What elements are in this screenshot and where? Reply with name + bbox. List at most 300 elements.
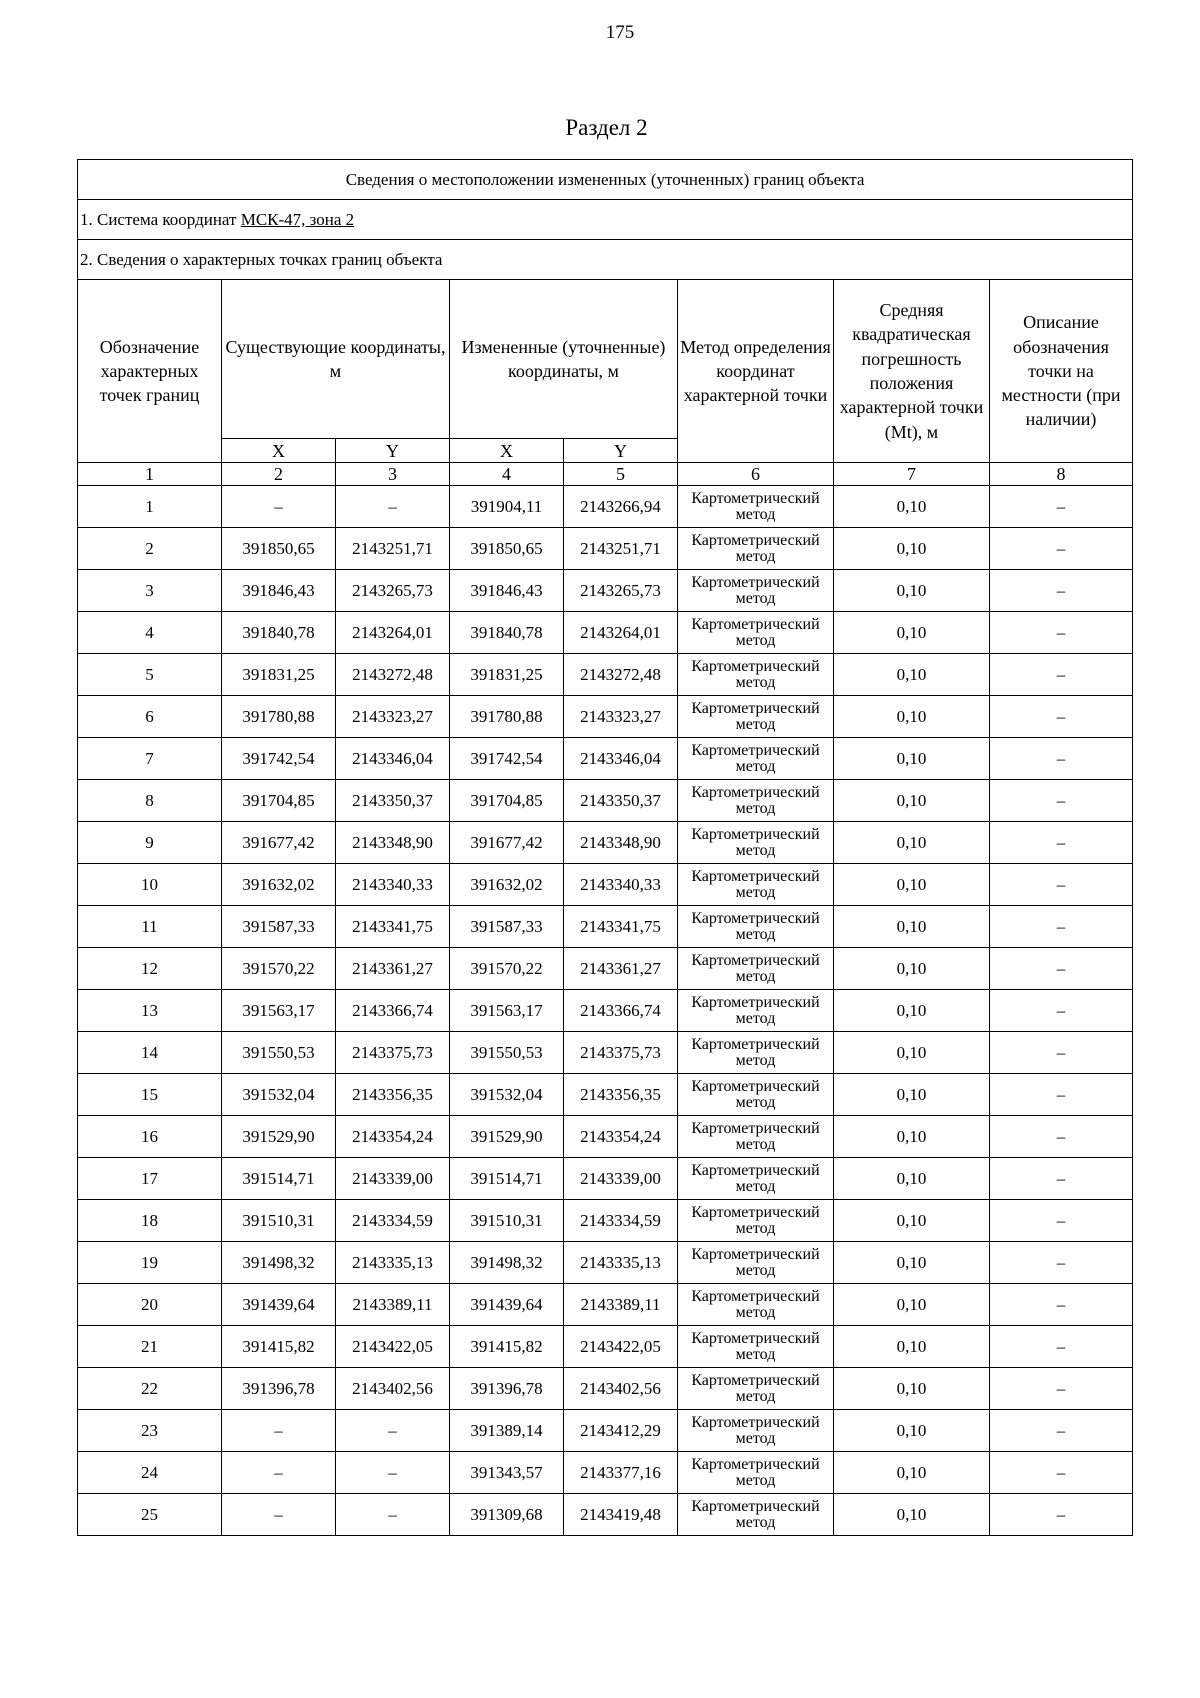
description-cell: – <box>990 1200 1133 1242</box>
point-number-cell: 20 <box>78 1284 222 1326</box>
column-number: 3 <box>336 463 450 486</box>
changed-y-cell: 2143356,35 <box>564 1074 678 1116</box>
existing-y-cell: 2143339,00 <box>336 1158 450 1200</box>
method-cell <box>678 1326 834 1368</box>
method-cell <box>678 822 834 864</box>
description-cell: – <box>990 1494 1133 1536</box>
changed-x-cell: 391563,17 <box>450 990 564 1032</box>
method-line-2: метод <box>735 1303 776 1321</box>
table-row <box>78 780 1133 822</box>
existing-x-cell: 391840,78 <box>222 612 336 654</box>
method-line-2: метод <box>735 799 776 817</box>
existing-x-cell: 391396,78 <box>222 1368 336 1410</box>
table-row <box>78 528 1133 570</box>
existing-x-cell: 391780,88 <box>222 696 336 738</box>
point-number-cell: 7 <box>78 738 222 780</box>
method-line-2: метод <box>735 673 776 691</box>
existing-y-cell: 2143265,73 <box>336 570 450 612</box>
mean-error-cell: 0,10 <box>834 1284 990 1326</box>
method-cell <box>678 570 834 612</box>
header-description: Описание обозначения точки на местности (при наличии) <box>990 280 1133 463</box>
description-cell: – <box>990 1410 1133 1452</box>
existing-y-cell: 2143389,11 <box>336 1284 450 1326</box>
method-line-1: Картометрический <box>691 489 820 507</box>
description-cell: – <box>990 528 1133 570</box>
mean-error-cell: 0,10 <box>834 1074 990 1116</box>
changed-x-cell: 391780,88 <box>450 696 564 738</box>
changed-y-cell: 2143335,13 <box>564 1242 678 1284</box>
point-number-cell: 12 <box>78 948 222 990</box>
existing-y-cell: 2143350,37 <box>336 780 450 822</box>
table-row <box>78 1074 1133 1116</box>
existing-x-cell: 391550,53 <box>222 1032 336 1074</box>
coordinate-system-row <box>78 200 1133 240</box>
existing-y-cell: 2143361,27 <box>336 948 450 990</box>
method-line-1: Картометрический <box>691 573 820 591</box>
column-number: 2 <box>222 463 336 486</box>
method-line-2: метод <box>735 1429 776 1447</box>
points-section-title: 2. Сведения о характерных точках границ объекта <box>78 240 1133 280</box>
point-number-cell: 24 <box>78 1452 222 1494</box>
column-number: 4 <box>450 463 564 486</box>
changed-y-cell: 2143339,00 <box>564 1158 678 1200</box>
changed-y-cell: 2143419,48 <box>564 1494 678 1536</box>
mean-error-cell: 0,10 <box>834 1368 990 1410</box>
point-number-cell: 3 <box>78 570 222 612</box>
boundary-points-table <box>77 159 1133 1536</box>
existing-x-cell: 391439,64 <box>222 1284 336 1326</box>
mean-error-cell: 0,10 <box>834 1410 990 1452</box>
changed-y-cell: 2143346,04 <box>564 738 678 780</box>
method-cell <box>678 1158 834 1200</box>
changed-y-cell: 2143422,05 <box>564 1326 678 1368</box>
existing-x-cell: – <box>222 486 336 528</box>
changed-x-cell: 391846,43 <box>450 570 564 612</box>
description-cell: – <box>990 1452 1133 1494</box>
changed-x-cell: 391550,53 <box>450 1032 564 1074</box>
existing-y-cell: – <box>336 1494 450 1536</box>
existing-y-cell: 2143402,56 <box>336 1368 450 1410</box>
point-number-cell: 4 <box>78 612 222 654</box>
changed-y-cell: 2143350,37 <box>564 780 678 822</box>
existing-x-cell: 391587,33 <box>222 906 336 948</box>
changed-x-cell: 391514,71 <box>450 1158 564 1200</box>
method-cell <box>678 738 834 780</box>
method-line-1: Картометрический <box>691 615 820 633</box>
mean-error-cell: 0,10 <box>834 1326 990 1368</box>
method-line-2: метод <box>735 1135 776 1153</box>
existing-x-cell: 391498,32 <box>222 1242 336 1284</box>
changed-x-cell: 391498,32 <box>450 1242 564 1284</box>
method-line-2: метод <box>735 1261 776 1279</box>
description-cell: – <box>990 612 1133 654</box>
changed-x-cell: 391415,82 <box>450 1326 564 1368</box>
changed-x-cell: 391532,04 <box>450 1074 564 1116</box>
method-line-2: метод <box>735 1219 776 1237</box>
column-number: 7 <box>834 463 990 486</box>
description-cell: – <box>990 780 1133 822</box>
method-cell <box>678 780 834 822</box>
existing-y-cell: 2143366,74 <box>336 990 450 1032</box>
changed-y-cell: 2143264,01 <box>564 612 678 654</box>
method-line-2: метод <box>735 715 776 733</box>
changed-y-cell: 2143334,59 <box>564 1200 678 1242</box>
method-line-2: метод <box>735 1387 776 1405</box>
method-line-2: метод <box>735 505 776 523</box>
changed-y-cell: 2143375,73 <box>564 1032 678 1074</box>
description-cell: – <box>990 738 1133 780</box>
description-cell: – <box>990 486 1133 528</box>
mean-error-cell: 0,10 <box>834 654 990 696</box>
description-cell: – <box>990 1116 1133 1158</box>
method-cell <box>678 1116 834 1158</box>
method-line-2: метод <box>735 1177 776 1195</box>
point-number-cell: 19 <box>78 1242 222 1284</box>
mean-error-cell: 0,10 <box>834 528 990 570</box>
changed-x-cell: 391831,25 <box>450 654 564 696</box>
existing-y-cell: 2143335,13 <box>336 1242 450 1284</box>
changed-x-cell: 391570,22 <box>450 948 564 990</box>
table-title: Сведения о местоположении измененных (уточненных) границ объекта <box>78 160 1133 200</box>
method-line-1: Картометрический <box>691 1245 820 1263</box>
table-row <box>78 1158 1133 1200</box>
method-line-1: Картометрический <box>691 867 820 885</box>
method-cell <box>678 1242 834 1284</box>
header-designation: Обозначение характерных точек границ <box>78 280 222 463</box>
header-existing-coords: Существующие координаты, м <box>222 280 450 439</box>
changed-x-cell: 391309,68 <box>450 1494 564 1536</box>
table-row <box>78 654 1133 696</box>
method-cell <box>678 696 834 738</box>
existing-y-cell: 2143341,75 <box>336 906 450 948</box>
column-number: 5 <box>564 463 678 486</box>
method-line-1: Картометрический <box>691 1287 820 1305</box>
existing-y-cell: – <box>336 486 450 528</box>
method-cell <box>678 906 834 948</box>
mean-error-cell: 0,10 <box>834 570 990 612</box>
header-method: Метод определения координат характерной точки <box>678 280 834 463</box>
method-line-1: Картометрический <box>691 1455 820 1473</box>
changed-y-cell: 2143341,75 <box>564 906 678 948</box>
changed-x-cell: 391529,90 <box>450 1116 564 1158</box>
changed-x-cell: 391850,65 <box>450 528 564 570</box>
point-number-cell: 1 <box>78 486 222 528</box>
method-line-2: метод <box>735 547 776 565</box>
method-cell <box>678 1410 834 1452</box>
column-number: 1 <box>78 463 222 486</box>
existing-x-cell: – <box>222 1452 336 1494</box>
point-number-cell: 13 <box>78 990 222 1032</box>
method-line-2: метод <box>735 631 776 649</box>
method-cell <box>678 1368 834 1410</box>
method-cell <box>678 1452 834 1494</box>
method-line-2: метод <box>735 589 776 607</box>
description-cell: – <box>990 1284 1133 1326</box>
changed-y-cell: 2143340,33 <box>564 864 678 906</box>
header-mean-error: Средняя квадратическая погрешность положения характерной точки (Мt), м <box>834 280 990 463</box>
table-row <box>78 864 1133 906</box>
description-cell: – <box>990 990 1133 1032</box>
existing-y-cell: 2143348,90 <box>336 822 450 864</box>
changed-y-cell: 2143323,27 <box>564 696 678 738</box>
point-number-cell: 15 <box>78 1074 222 1116</box>
existing-x-cell: 391570,22 <box>222 948 336 990</box>
existing-y-cell: 2143251,71 <box>336 528 450 570</box>
existing-x-cell: 391704,85 <box>222 780 336 822</box>
table-row <box>78 1242 1133 1284</box>
method-line-1: Картометрический <box>691 1329 820 1347</box>
table-row <box>78 822 1133 864</box>
method-line-2: метод <box>735 925 776 943</box>
changed-y-cell: 2143265,73 <box>564 570 678 612</box>
method-line-1: Картометрический <box>691 1119 820 1137</box>
mean-error-cell: 0,10 <box>834 1116 990 1158</box>
changed-y-cell: 2143402,56 <box>564 1368 678 1410</box>
point-number-cell: 23 <box>78 1410 222 1452</box>
mean-error-cell: 0,10 <box>834 780 990 822</box>
header-changed-coords: Измененные (уточненные) координаты, м <box>450 280 678 439</box>
point-number-cell: 16 <box>78 1116 222 1158</box>
method-line-2: метод <box>735 1513 776 1531</box>
method-line-2: метод <box>735 841 776 859</box>
point-number-cell: 6 <box>78 696 222 738</box>
section-title: Раздел 2 <box>565 115 648 140</box>
existing-y-cell: 2143323,27 <box>336 696 450 738</box>
table-row <box>78 570 1133 612</box>
method-line-2: метод <box>735 1051 776 1069</box>
changed-y-cell: 2143361,27 <box>564 948 678 990</box>
mean-error-cell: 0,10 <box>834 1158 990 1200</box>
table-row <box>78 612 1133 654</box>
header-changed-x: X <box>450 439 564 463</box>
existing-y-cell: 2143340,33 <box>336 864 450 906</box>
table-row <box>78 696 1133 738</box>
mean-error-cell: 0,10 <box>834 906 990 948</box>
mean-error-cell: 0,10 <box>834 486 990 528</box>
description-cell: – <box>990 948 1133 990</box>
method-line-1: Картометрический <box>691 531 820 549</box>
point-number-cell: 22 <box>78 1368 222 1410</box>
point-number-cell: 21 <box>78 1326 222 1368</box>
existing-x-cell: 391742,54 <box>222 738 336 780</box>
existing-y-cell: 2143354,24 <box>336 1116 450 1158</box>
table-row <box>78 1368 1133 1410</box>
method-cell <box>678 864 834 906</box>
point-number-cell: 14 <box>78 1032 222 1074</box>
description-cell: – <box>990 1242 1133 1284</box>
method-line-1: Картометрический <box>691 657 820 675</box>
changed-x-cell: 391587,33 <box>450 906 564 948</box>
changed-x-cell: 391742,54 <box>450 738 564 780</box>
header-changed-y: Y <box>564 439 678 463</box>
changed-x-cell: 391704,85 <box>450 780 564 822</box>
table-row <box>78 1452 1133 1494</box>
method-line-2: метод <box>735 1471 776 1489</box>
changed-y-cell: 2143348,90 <box>564 822 678 864</box>
existing-y-cell: – <box>336 1410 450 1452</box>
existing-x-cell: 391563,17 <box>222 990 336 1032</box>
point-number-cell: 8 <box>78 780 222 822</box>
changed-y-cell: 2143412,29 <box>564 1410 678 1452</box>
point-number-cell: 10 <box>78 864 222 906</box>
existing-x-cell: 391529,90 <box>222 1116 336 1158</box>
method-line-1: Картометрический <box>691 1497 820 1515</box>
existing-x-cell: 391532,04 <box>222 1074 336 1116</box>
point-number-cell: 17 <box>78 1158 222 1200</box>
description-cell: – <box>990 1032 1133 1074</box>
column-number: 6 <box>678 463 834 486</box>
existing-x-cell: 391514,71 <box>222 1158 336 1200</box>
existing-x-cell: 391677,42 <box>222 822 336 864</box>
method-cell <box>678 528 834 570</box>
method-cell <box>678 990 834 1032</box>
point-number-cell: 9 <box>78 822 222 864</box>
method-line-2: метод <box>735 757 776 775</box>
method-line-1: Картометрический <box>691 1413 820 1431</box>
mean-error-cell: 0,10 <box>834 696 990 738</box>
changed-y-cell: 2143389,11 <box>564 1284 678 1326</box>
changed-x-cell: 391677,42 <box>450 822 564 864</box>
existing-y-cell: 2143375,73 <box>336 1032 450 1074</box>
mean-error-cell: 0,10 <box>834 990 990 1032</box>
method-line-1: Картометрический <box>691 1371 820 1389</box>
header-existing-x: X <box>222 439 336 463</box>
description-cell: – <box>990 570 1133 612</box>
table-row <box>78 1032 1133 1074</box>
method-line-2: метод <box>735 1345 776 1363</box>
method-cell <box>678 948 834 990</box>
method-cell <box>678 612 834 654</box>
table-row <box>78 1200 1133 1242</box>
changed-x-cell: 391904,11 <box>450 486 564 528</box>
method-line-2: метод <box>735 1093 776 1111</box>
description-cell: – <box>990 696 1133 738</box>
method-cell <box>678 1284 834 1326</box>
point-number-cell: 25 <box>78 1494 222 1536</box>
mean-error-cell: 0,10 <box>834 1032 990 1074</box>
header-existing-y: Y <box>336 439 450 463</box>
method-line-1: Картометрический <box>691 1035 820 1053</box>
mean-error-cell: 0,10 <box>834 864 990 906</box>
changed-y-cell: 2143251,71 <box>564 528 678 570</box>
mean-error-cell: 0,10 <box>834 1200 990 1242</box>
existing-x-cell: 391831,25 <box>222 654 336 696</box>
method-cell <box>678 654 834 696</box>
changed-x-cell: 391389,14 <box>450 1410 564 1452</box>
existing-y-cell: 2143356,35 <box>336 1074 450 1116</box>
method-line-1: Картометрический <box>691 1077 820 1095</box>
mean-error-cell: 0,10 <box>834 948 990 990</box>
table-row <box>78 486 1133 528</box>
existing-y-cell: 2143422,05 <box>336 1326 450 1368</box>
changed-y-cell: 2143377,16 <box>564 1452 678 1494</box>
table-row <box>78 1326 1133 1368</box>
mean-error-cell: 0,10 <box>834 612 990 654</box>
table-row <box>78 1284 1133 1326</box>
description-cell: – <box>990 906 1133 948</box>
changed-y-cell: 2143366,74 <box>564 990 678 1032</box>
changed-x-cell: 391840,78 <box>450 612 564 654</box>
changed-x-cell: 391343,57 <box>450 1452 564 1494</box>
existing-x-cell: – <box>222 1494 336 1536</box>
table-row <box>78 738 1133 780</box>
method-line-2: метод <box>735 967 776 985</box>
description-cell: – <box>990 1326 1133 1368</box>
description-cell: – <box>990 1074 1133 1116</box>
description-cell: – <box>990 822 1133 864</box>
description-cell: – <box>990 1158 1133 1200</box>
existing-y-cell: – <box>336 1452 450 1494</box>
existing-x-cell: – <box>222 1410 336 1452</box>
changed-x-cell: 391396,78 <box>450 1368 564 1410</box>
method-cell <box>678 486 834 528</box>
mean-error-cell: 0,10 <box>834 1242 990 1284</box>
existing-x-cell: 391850,65 <box>222 528 336 570</box>
changed-y-cell: 2143354,24 <box>564 1116 678 1158</box>
method-line-1: Картометрический <box>691 909 820 927</box>
method-line-1: Картометрический <box>691 951 820 969</box>
page-number: 175 <box>605 22 635 43</box>
existing-y-cell: 2143264,01 <box>336 612 450 654</box>
point-number-cell: 5 <box>78 654 222 696</box>
method-cell <box>678 1494 834 1536</box>
mean-error-cell: 0,10 <box>834 1452 990 1494</box>
point-number-cell: 2 <box>78 528 222 570</box>
method-line-1: Картометрический <box>691 699 820 717</box>
method-cell <box>678 1074 834 1116</box>
method-line-2: метод <box>735 1009 776 1027</box>
changed-y-cell: 2143266,94 <box>564 486 678 528</box>
method-line-1: Картометрический <box>691 1203 820 1221</box>
existing-x-cell: 391510,31 <box>222 1200 336 1242</box>
method-line-1: Картометрический <box>691 825 820 843</box>
description-cell: – <box>990 1368 1133 1410</box>
description-cell: – <box>990 654 1133 696</box>
table-row <box>78 906 1133 948</box>
table-row <box>78 1116 1133 1158</box>
point-number-cell: 18 <box>78 1200 222 1242</box>
mean-error-cell: 0,10 <box>834 822 990 864</box>
existing-y-cell: 2143272,48 <box>336 654 450 696</box>
changed-x-cell: 391439,64 <box>450 1284 564 1326</box>
changed-y-cell: 2143272,48 <box>564 654 678 696</box>
point-number-cell: 11 <box>78 906 222 948</box>
mean-error-cell: 0,10 <box>834 738 990 780</box>
table-row <box>78 990 1133 1032</box>
description-cell: – <box>990 864 1133 906</box>
column-number: 8 <box>990 463 1133 486</box>
existing-x-cell: 391632,02 <box>222 864 336 906</box>
coordinate-system-value: МСК-47, зона 2 <box>240 210 355 229</box>
method-cell <box>678 1200 834 1242</box>
method-line-2: метод <box>735 883 776 901</box>
method-cell <box>678 1032 834 1074</box>
table-row <box>78 1410 1133 1452</box>
existing-y-cell: 2143334,59 <box>336 1200 450 1242</box>
table-row <box>78 1494 1133 1536</box>
coordinate-system-label: 1. Система координат <box>80 210 241 229</box>
existing-y-cell: 2143346,04 <box>336 738 450 780</box>
method-line-1: Картометрический <box>691 1161 820 1179</box>
existing-x-cell: 391846,43 <box>222 570 336 612</box>
existing-x-cell: 391415,82 <box>222 1326 336 1368</box>
method-line-1: Картометрический <box>691 741 820 759</box>
method-line-1: Картометрический <box>691 993 820 1011</box>
method-line-1: Картометрический <box>691 783 820 801</box>
table-row <box>78 948 1133 990</box>
changed-x-cell: 391632,02 <box>450 864 564 906</box>
changed-x-cell: 391510,31 <box>450 1200 564 1242</box>
